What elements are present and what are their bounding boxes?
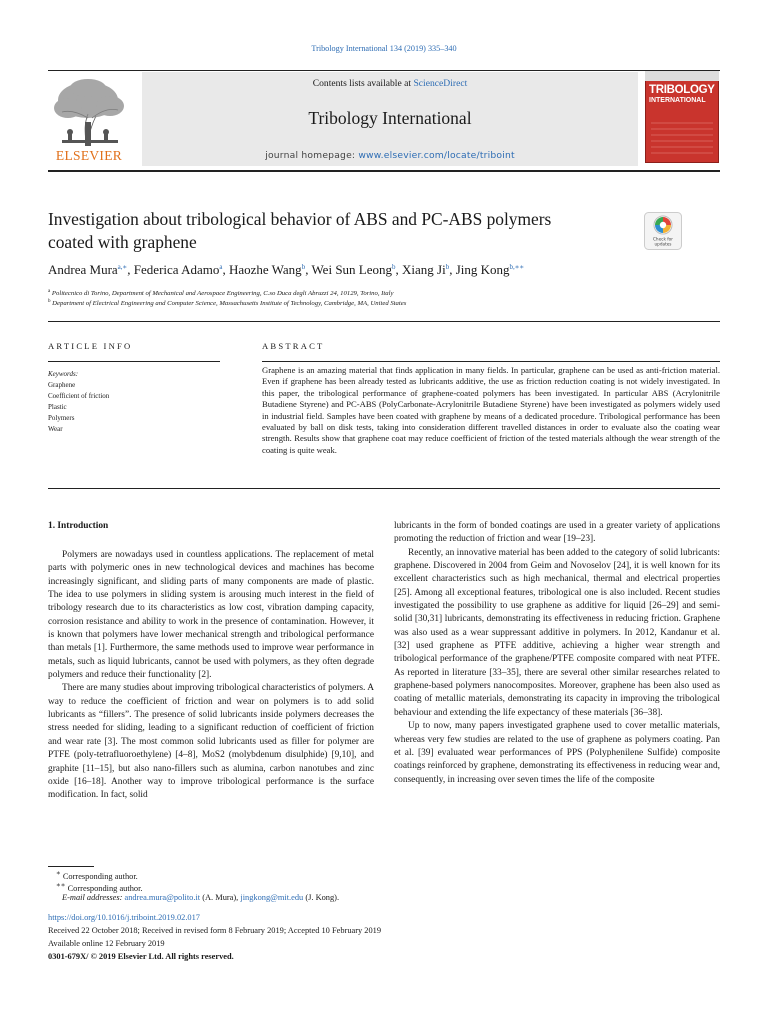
abstract-heading: ABSTRACT [262,341,325,351]
received-dates: Received 22 October 2018; Received in revised form 8 February 2019; Accepted 10 February 2019 [48,926,382,935]
email-label: E-mail addresses: [62,893,123,902]
body-paragraph: Recently, an innovative material has been added to the category of solid lubricants: graphene. Discovered in 2004 from Geim and Novoselov [24], it is well known for its excellent characteristics such as high mechanical, thermal and electrical properties [25]. Among all exceptional features, tribological one is also included. Recent studies investigated the possibility to use graphene as additive for liquid [26–29] and semi-solid [30,31] lubricants, demonstrating its effectiveness in reducing friction. Graphene was also used as a wear suppressant additive in polymers. In 2012, Kandanur et al. [32] used graphene as PTFE additive, achieving a higher wear strength and tribological performance of the graphene/PTFE composite compared with neat PTFE. As reported in literature [33–35], there are several other similar researches related to graphene-based polymers nanocomposites. Moreover, graphene has been also used as coating of metallic materials, demonstrating its capacity in improving the tribological behaviour and extending the life expectancy of these materials [36–38]. [394,547,720,718]
affiliation-a [48,289,720,297]
copyright-line: 0301-679X/ © 2019 Elsevier Ltd. All rights reserved. [48,952,234,961]
body-paragraph: Up to now, many papers investigated graphene used to cover metallic materials, whereas very few studies are related to the use of graphene as polymers coating. Pan et al. [39] evaluated wear performances of PPS (Polyphenilene Sulfide) composite coatings reinforced by graphene, demonstrating its effectiveness in reducing wear and, consequently, in increasing over seven times the life of the composite [394,721,720,785]
crossmark-label-line1: Check for [653,236,673,242]
email-link-mura[interactable]: andrea.mura@polito.it [124,893,201,902]
author-name[interactable]: Federica Adamo [133,262,220,277]
body-paragraph: There are many studies about improving tribological characteristics of polymers. A way to reduce the coefficient of friction and wear on polymers is to add solid lubricants as “fillers”. The presence of solid lubricants inside polymers decreases the stress needed for sliding, leading to a significant reduction of coefficient of friction and wear rate [3]. The most common solid lubricants used as filler for polymer are PTFE (poly-tetrafluoroethylene) [4–8], MoS2 (molybdenum disulphide) [9,10], and graphite [11–15], but also nano-fillers such as alumina, carbon nanotubes and zinc oxide [16–18]. Another way to improve tribological performance is the surface modification. In fact, solid [48,683,374,801]
footnote-text: Corresponding author. [62,871,138,881]
footnote-email-addresses [62,893,339,902]
journal-citation[interactable]: Tribology International 134 (2019) 335–340 [311,44,457,53]
keyword-item: Polymers [48,414,75,422]
article-title-line2: coated with graphene [48,232,197,252]
journal-homepage-link[interactable]: www.elsevier.com/locate/triboint [358,150,515,161]
cover-title-line2: INTERNATIONAL [649,96,706,104]
abstract-text: Graphene is an amazing material that finds application in many fields. In particular, graphene can be used as anti-friction material. Even if graphene has been already tested as lubricants additive, the use as friction reduction coating is not widely investigated. In this paper, the tribological performance of graphene-coated polymers has been investigated. In particular ABS (Acrylonitrile Butadiene Styrene) and PC-ABS (PolyCarbonate-Acrylonitrile Butadiene Styrene) have been investigated as polymers widely used in industrial field. Samples have been coated with graphene by means of a dedicated procedure. Tribological performance has been evaluated by ball on disk tests, taking into consideration different travelled distances in order to evaluate also the coating wear strength. Results show that graphene coat may reduce coefficient of friction of the tested materials although the wear strength of the coating is quite weak. [262,365,720,455]
email-link-kong[interactable]: jingkong@mit.edu [240,893,304,902]
article-info-heading: ARTICLE INFO [48,341,133,351]
contents-prefix: Contents lists available at [312,78,414,89]
keywords-label: Keywords: [48,370,79,378]
keyword-item: Wear [48,425,63,433]
author-name[interactable]: Wei Sun Leong [311,262,393,277]
section-heading-introduction: 1. Introduction [48,521,109,531]
body-column-right [394,520,720,787]
cover-title-line1: TRIBOLOGY [649,84,715,96]
author-affiliation-mark[interactable]: a,∗ [117,263,128,271]
author-name[interactable]: Jing Kong [455,262,510,277]
keywords-list [48,369,220,435]
footnote-mark: ∗ [56,869,61,877]
crossmark-label-line2: updates [654,241,672,247]
affiliation-text: Politecnico di Torino, Department of Mechanical and Aerospace Engineering, C.so Duca degli Abruzzi 24, 10129, Torino, Italy [51,290,394,297]
sciencedirect-link[interactable]: ScienceDirect [413,78,468,89]
body-paragraph: lubricants in the form of bonded coatings are used in a greater variety of applications promoting the reduction of friction and wear [19–23]. [394,521,720,545]
homepage-prefix: journal homepage: [265,150,359,161]
article-info-rule [48,361,220,362]
cover-title [649,85,717,104]
cover-top-strip [645,71,719,81]
body-column-left [48,549,374,803]
header-bottom-rule [48,170,720,172]
keyword-item: Coefficient of friction [48,392,110,400]
author-affiliation-mark[interactable]: b [301,263,306,271]
journal-title: Tribology International [308,108,472,128]
affiliation-mark: b [48,299,51,304]
keyword-item: Graphene [48,381,76,389]
article-title [48,208,638,254]
author-name[interactable]: Andrea Mura [48,262,118,277]
elsevier-wordmark: ELSEVIER [55,148,123,163]
email-owner: (A. Mura), [200,893,241,902]
keyword-item: Plastic [48,403,67,411]
author-affiliation-mark[interactable]: b [392,263,396,271]
online-date: Available online 12 February 2019 [48,939,165,948]
section-divider [48,488,720,489]
email-owner: (J. Kong). [303,893,340,902]
author-affiliation-mark[interactable]: a [219,263,223,271]
doi-link[interactable]: https://doi.org/10.1016/j.triboint.2019.02.017 [48,913,200,922]
footnote-corresponding-author-2 [56,881,143,893]
author-affiliation-mark[interactable]: b [445,263,450,271]
affiliation-text: Department of Electrical Engineering and Computer Science, Massachusetts Institute of Technology, Cambridge, MA, United States [52,300,407,307]
abstract-rule [262,361,720,362]
section-divider [48,321,720,322]
header-top-rule [48,70,720,71]
affiliation-mark: a [48,289,51,294]
journal-homepage-line [142,150,638,161]
affiliation-b [48,299,720,307]
contents-availability-line [142,78,638,89]
footnote-rule [48,866,94,867]
journal-cover-image[interactable] [645,71,719,163]
author-name[interactable]: Xiang Ji [402,262,446,277]
author-name[interactable]: Haozhe Wang [228,262,302,277]
article-title-line1: Investigation about tribological behavior of ABS and PC-ABS polymers [48,209,552,229]
author-list: Andrea Mura$^{a,∗}$, Federica Adamo$^a$, Haozhe Wang$^b$, Wei Sun Leong$^b$, Xiang Ji$^b$, Jing Kong$^{b,∗∗}$ [48,262,525,277]
cover-decoration-icon [651,117,713,157]
footnote-mark: ∗∗ [56,881,66,889]
footnote-corresponding-author-1 [56,869,138,881]
body-paragraph: Polymers are nowadays used in countless applications. The replacement of metal parts with polymeric ones in new technological devices and machines has become increasingly significant, and sliding parts of many components are made of plastic. The idea to use polymers in sliding system is arousing much interest in the field of tribology research due to its characteristics as low cost, vibration damping capacity, corrosion resistance and ability to work in the presence of contamination. However, it is known that polymers have lower mechanical strength and tribological performance than metals [1]. Furthermore, the same methods used to improve wear performance in metals, such as liquid lubricants, cannot be used with polymers, as they often degrade polymers and reduce their functionality [2]. [48,550,374,681]
crossmark-check-for-updates-icon[interactable] [644,212,682,250]
footnote-text: Corresponding author. [67,883,143,893]
author-affiliation-mark[interactable]: b,∗∗ [509,263,525,271]
